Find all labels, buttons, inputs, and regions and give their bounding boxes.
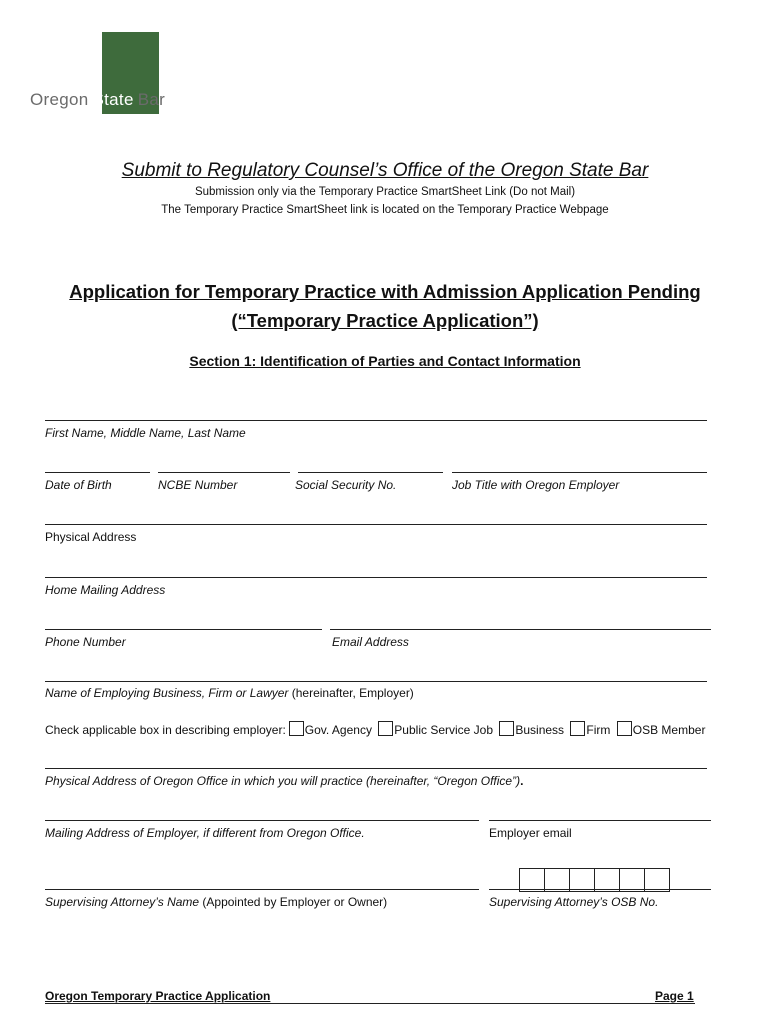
dob-label: Date of Birth	[45, 478, 112, 492]
ncbe-field[interactable]	[158, 472, 290, 473]
employer-name-label-text: Name of Employing Business, Firm or Lawyer	[45, 686, 289, 700]
submit-title: Submit to Regulatory Counsel’s Office of the Oregon State Bar	[121, 160, 649, 181]
footer-title: Oregon Temporary Practice Application	[45, 989, 271, 1003]
oregon-office-field[interactable]	[45, 768, 707, 769]
oregon-office-label-suffix: .	[520, 774, 524, 788]
dob-field[interactable]	[45, 472, 150, 473]
logo-word-state: State	[92, 90, 134, 109]
oregon-office-label	[45, 774, 523, 788]
footer-rule	[45, 1003, 695, 1004]
employer-mailing-field[interactable]	[45, 820, 479, 821]
osb-digit-box[interactable]	[644, 868, 670, 892]
phone-field[interactable]	[45, 629, 322, 630]
osb-digit-box[interactable]	[594, 868, 620, 892]
supervising-name-label-text: Supervising Attorney’s Name	[45, 895, 200, 909]
public-service-job-label: Public Service Job	[394, 723, 494, 737]
submission-note: Submission only via the Temporary Practice SmartSheet Link (Do not Mail)	[194, 186, 576, 198]
osb-digit-box[interactable]	[569, 868, 595, 892]
gov-agency-label: Gov. Agency	[304, 723, 372, 737]
application-subtitle: (“Temporary Practice Application”)	[231, 310, 539, 331]
employer-type-prompt: Check applicable box in describing employer:	[45, 723, 286, 737]
employer-name-label	[45, 686, 414, 700]
ssn-label: Social Security No.	[295, 478, 397, 492]
oregon-office-label-text: Physical Address of Oregon Office in which you will practice (hereinafter, “Oregon Office”)	[45, 774, 521, 788]
job-title-field[interactable]	[452, 472, 707, 473]
osb-digit-box[interactable]	[519, 868, 545, 892]
employer-email-field[interactable]	[489, 820, 711, 821]
ssn-field[interactable]	[298, 472, 443, 473]
smartsheet-note: The Temporary Practice SmartSheet link is located on the Temporary Practice Webpage	[161, 204, 609, 216]
supervising-osb-field[interactable]	[520, 868, 670, 890]
logo-word-bar: Bar	[137, 90, 166, 109]
employer-type-row	[45, 721, 705, 737]
page-number: Page 1	[655, 989, 694, 1003]
home-mailing-label: Home Mailing Address	[45, 583, 166, 597]
osb-member-checkbox[interactable]	[617, 721, 632, 736]
email-field[interactable]	[330, 629, 711, 630]
oregon-state-bar-logo	[30, 90, 165, 110]
employer-email-label: Employer email	[489, 826, 572, 840]
supervising-name-label	[45, 895, 387, 909]
business-label: Business	[515, 723, 565, 737]
firm-label: Firm	[586, 723, 611, 737]
public-service-job-checkbox[interactable]	[378, 721, 393, 736]
job-title-label: Job Title with Oregon Employer	[452, 478, 620, 492]
phone-label: Phone Number	[45, 635, 126, 649]
employer-mailing-label: Mailing Address of Employer, if different from Oregon Office.	[45, 826, 365, 840]
application-title: Application for Temporary Practice with Admission Application Pending	[69, 281, 701, 302]
home-mailing-field[interactable]	[45, 577, 707, 578]
employer-name-label-suffix: (hereinafter, Employer)	[288, 686, 414, 700]
section-title: Section 1: Identification of Parties and Contact Information	[189, 353, 581, 369]
osb-digit-box[interactable]	[619, 868, 645, 892]
supervising-osb-label: Supervising Attorney’s OSB No.	[489, 895, 659, 909]
supervising-name-field[interactable]	[45, 889, 479, 890]
full-name-label: First Name, Middle Name, Last Name	[45, 426, 246, 440]
osb-digit-box[interactable]	[544, 868, 570, 892]
physical-address-label: Physical Address	[45, 530, 137, 544]
ncbe-label: NCBE Number	[158, 478, 238, 492]
logo-word-oregon: Oregon	[30, 90, 89, 109]
employer-name-field[interactable]	[45, 681, 707, 682]
supervising-name-label-suffix: (Appointed by Employer or Owner)	[199, 895, 388, 909]
business-checkbox[interactable]	[499, 721, 514, 736]
osb-member-label: OSB Member	[632, 723, 706, 737]
full-name-field[interactable]	[45, 420, 707, 421]
email-label: Email Address	[332, 635, 409, 649]
gov-agency-checkbox[interactable]	[289, 721, 304, 736]
physical-address-field[interactable]	[45, 524, 707, 525]
firm-checkbox[interactable]	[570, 721, 585, 736]
